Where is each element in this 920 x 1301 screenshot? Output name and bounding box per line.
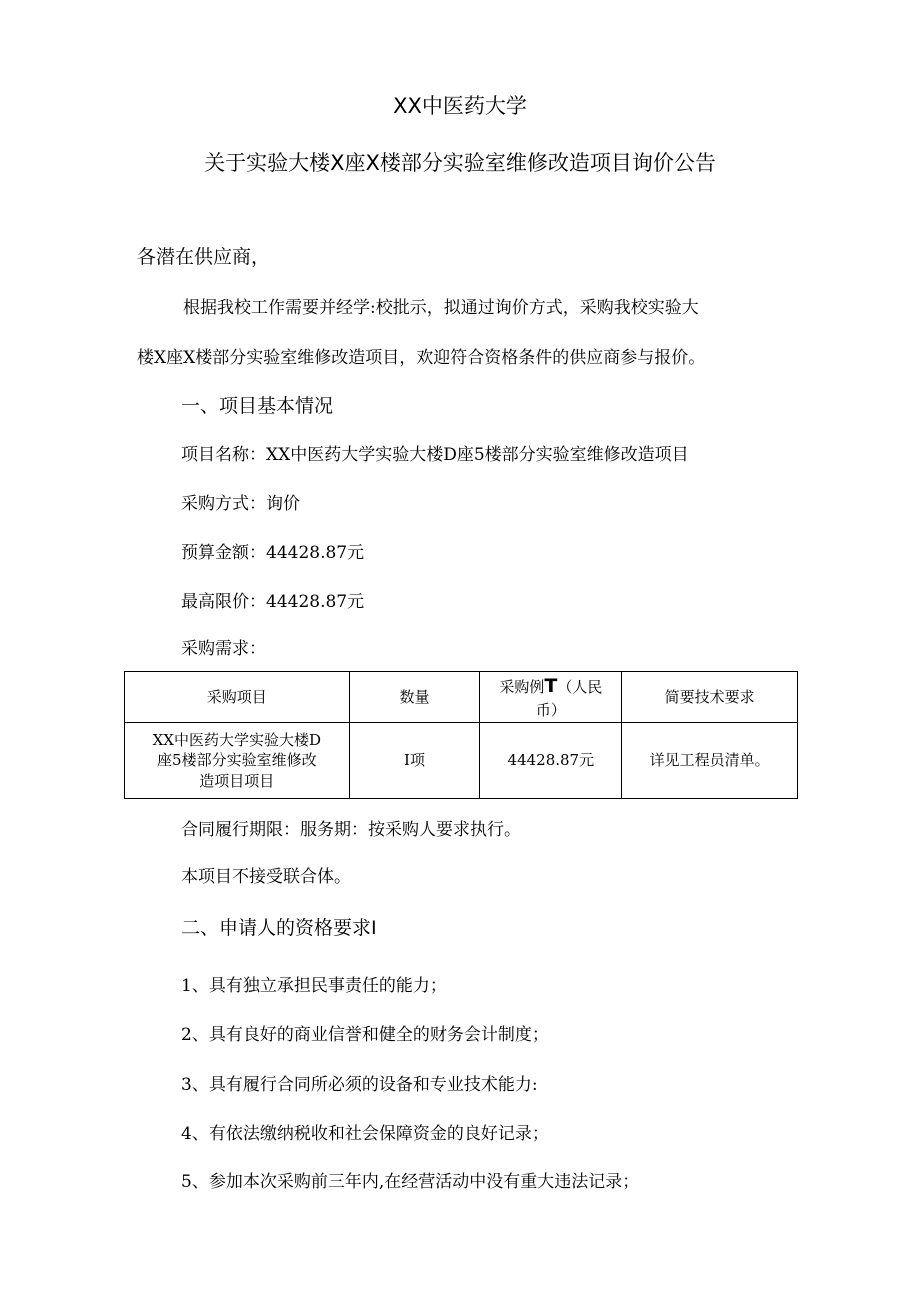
- consortium-note: 本项目不接受联合体。: [181, 867, 351, 887]
- table-row: [125, 723, 798, 799]
- cell-item-line-2: 座5楼部分实验室维修改: [157, 751, 317, 770]
- contract-period: 合同履行期限：服务期：按采购人要求执行。: [181, 820, 521, 840]
- requirements-table: [124, 671, 798, 799]
- table-header-row: [125, 672, 798, 723]
- cell-item-line-1: XX中医药大学实验大楼D: [152, 731, 321, 750]
- university-title: XX中医药大学: [393, 94, 527, 118]
- section-1-heading: 一、项目基本情况: [181, 395, 334, 417]
- budget-amount: 预算金额：44428.87元: [181, 543, 365, 563]
- intro-line-1: 根据我校工作需要并经学:校批示，拟通过询价方式，采购我校实验大: [183, 298, 699, 318]
- header-price: [480, 672, 622, 723]
- cell-item-line-3: 造项目项目: [199, 771, 275, 790]
- intro-line-2: 楼X座X楼部分实验室维修改造项目，欢迎符合资格条件的供应商参与报价。: [137, 348, 706, 368]
- header-quantity: 数量: [349, 672, 480, 723]
- qualification-item-4: 4、有依法缴纳税收和社会保障资金的良好记录；: [181, 1124, 549, 1144]
- header-price-part-b: （人民: [557, 678, 603, 697]
- notice-title: 关于实验大楼X座X楼部分实验室维修改造项目询价公告: [204, 151, 716, 175]
- cell-item: [125, 723, 350, 799]
- header-price-part-a: 采购例: [499, 678, 545, 697]
- procurement-method: 采购方式：询价: [181, 494, 300, 514]
- project-name: 项目名称：XX中医药大学实验大楼D座5楼部分实验室维修改造项目: [181, 445, 689, 465]
- max-price: 最高限价：44428.87元: [181, 592, 365, 612]
- qualification-item-3: 3、具有履行合同所必须的设备和专业技术能力:: [181, 1075, 538, 1095]
- cell-price: 44428.87元: [480, 723, 622, 799]
- qualification-item-5: 5、参加本次采购前三年内,在经营活动中没有重大违法记录；: [181, 1172, 640, 1192]
- section-2-heading: 二、申请人的资格要求I: [181, 917, 377, 939]
- header-price-part-c: 币）: [535, 700, 566, 719]
- cell-quantity: I项: [349, 723, 480, 799]
- header-price-part-t: T: [544, 675, 558, 698]
- header-tech: 简要技术要求: [622, 672, 798, 723]
- cell-tech: 详见工程员清单。: [622, 723, 798, 799]
- requirement-label: 采购需求：: [181, 639, 266, 659]
- header-item: 采购项目: [125, 672, 350, 723]
- salutation: 各潜在供应商，: [137, 246, 271, 268]
- qualification-item-1: 1、具有独立承担民事责任的能力；: [181, 976, 447, 996]
- qualification-item-2: 2、具有良好的商业信誉和健全的财务会计制度；: [181, 1025, 549, 1045]
